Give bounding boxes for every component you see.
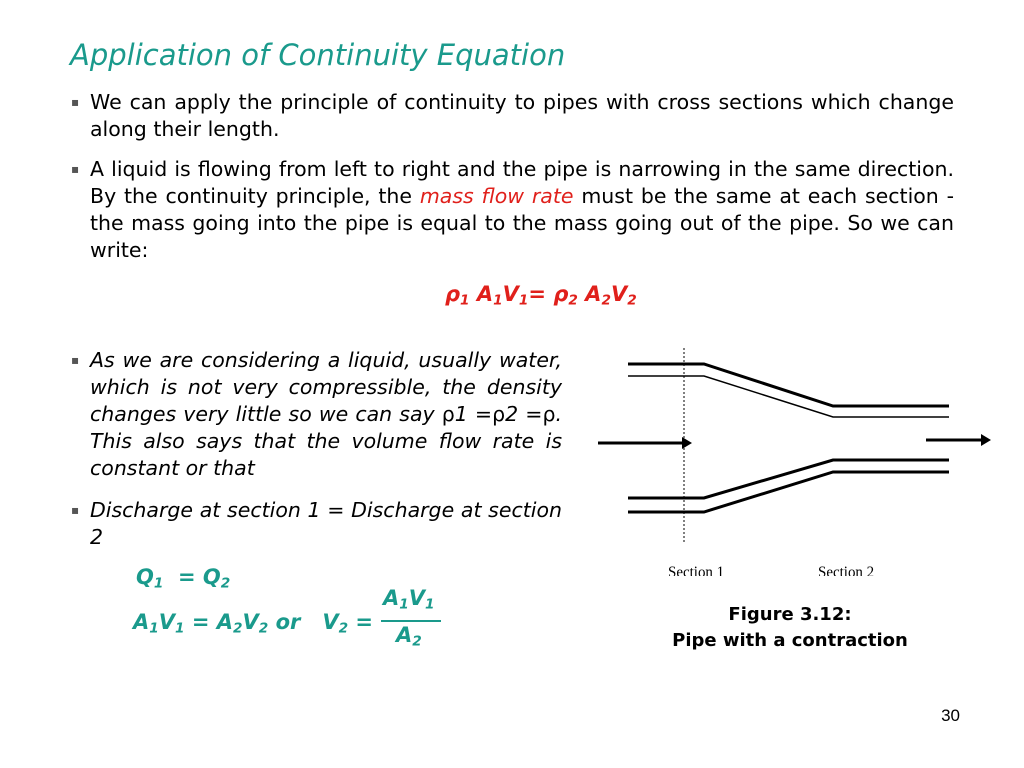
fraction-numerator: $A_1V_1$ [383,586,435,613]
bullet-text-pre: A liquid is flowing from left to right and the pipe is narrowing in the same direction. By the continuity principle, the [90,157,954,208]
bullet-incompressible: ▪ As we are considering a liquid, usually water, which is not very compressible, the density changes very little so we can say ρ1 =ρ2 =ρ. This also says that the volume flow rate is constant or that [71,348,562,480]
figure-caption-number: Figure 3.12: [728,604,852,625]
figure-caption-title: Pipe with a contraction [672,630,908,651]
bullet-text: We can apply the principle of continuity to pipes with cross sections which change along their length. [90,90,954,141]
bullet-discharge [71,497,562,551]
bullet-marker: ▪ [71,162,80,176]
section-1-label: Section 1 [668,563,725,576]
bullet-text: Discharge at section 1 = Discharge at section 2 [90,498,562,549]
slide-title: Application of Continuity Equation [70,38,566,72]
bullet-marker: ▪ [71,95,80,109]
mass-flow-rate-highlight: mass flow rate [419,184,574,208]
page-number: 30 [941,706,960,725]
pipe-lower-wall-outer [628,472,949,512]
pipe-lower-wall-inner [628,460,949,498]
pipe-contraction-diagram [596,346,996,576]
bullet-marker: ▪ [71,503,80,517]
inflow-arrow-head [682,437,692,449]
bullet-text-post: must be the same at each section - the mass going into the pipe is equal to the mass going out of the pipe. So we can write: [90,184,955,262]
fraction-denominator: $A_2$ [396,623,422,650]
section-2-label: Section 2 [818,563,875,576]
bullet-continuity-principle [71,89,954,143]
pipe-upper-wall-outer [628,364,949,406]
outflow-arrow-head [981,434,991,446]
pipe-upper-wall-inner [628,376,949,417]
fraction-bar [381,620,441,622]
figure-caption [640,602,940,654]
discharge-equation: $Q_1 = Q_2$ [136,565,231,592]
bullet-marker: ▪ [71,353,80,367]
mass-continuity-equation: $\rho_1$ $A_1V_1= \rho_2$ $A_2V_2$ [445,282,637,309]
velocity-area-equation: $A_1V_1 = A_2V_2$ or $V_2$ = [133,610,374,637]
bullet-liquid-flow [71,156,955,264]
